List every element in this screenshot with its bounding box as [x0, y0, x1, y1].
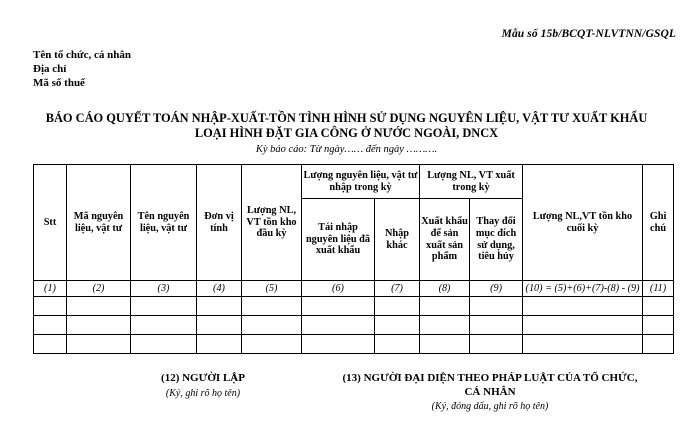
cell-material-name[interactable] — [131, 316, 197, 335]
cell-closing-stock[interactable] — [523, 335, 643, 354]
cell-opening-stock[interactable] — [242, 335, 302, 354]
organization-address-label: Địa chỉ — [33, 63, 67, 76]
cell-other-import[interactable] — [375, 316, 420, 335]
column-number-10-formula: (10) = (5)+(6)+(7)-(8) - (9) — [523, 281, 643, 297]
representative-title: (13) NGƯỜI ĐẠI DIỆN THEO PHÁP LUẬT CỦA TỔ CHỨC, CÁ NHÂN — [342, 372, 638, 398]
column-number-9: (9) — [470, 281, 523, 297]
column-header-stt: Stt — [34, 165, 67, 281]
cell-material-code[interactable] — [67, 297, 131, 316]
column-header-export-for-production: Xuất khẩu để sản xuất sản phẩm — [420, 199, 470, 281]
cell-opening-stock[interactable] — [242, 316, 302, 335]
cell-unit[interactable] — [197, 297, 242, 316]
cell-other-import[interactable] — [375, 297, 420, 316]
cell-reimport[interactable] — [302, 297, 375, 316]
column-header-note: Ghi chú — [643, 165, 674, 281]
cell-export-for-production[interactable] — [420, 335, 470, 354]
cell-note[interactable] — [643, 316, 674, 335]
cell-purpose-change[interactable] — [470, 316, 523, 335]
representative-signature-block — [340, 372, 640, 413]
representative-note: (Ký, đóng dấu, ghi rõ họ tên) — [431, 401, 549, 412]
table-row[interactable] — [34, 335, 674, 354]
column-number-3: (3) — [131, 281, 197, 297]
cell-purpose-change[interactable] — [470, 335, 523, 354]
column-header-material-name: Tên nguyên liệu, vật tư — [131, 165, 197, 281]
column-header-material-code: Mã nguyên liệu, vật tư — [67, 165, 131, 281]
cell-reimport[interactable] — [302, 335, 375, 354]
column-number-5: (5) — [242, 281, 302, 297]
column-number-1: (1) — [34, 281, 67, 297]
table-row[interactable] — [34, 316, 674, 335]
organization-block — [33, 48, 131, 91]
column-header-opening-stock: Lượng NL, VT tồn kho đầu kỳ — [242, 165, 302, 281]
report-period-label: Kỳ báo cáo: Từ ngày…… đến ngày ………. — [255, 144, 438, 155]
document-title-block — [0, 111, 693, 157]
cell-unit[interactable] — [197, 335, 242, 354]
document-title-line-2: LOẠI HÌNH ĐẶT GIA CÔNG Ở NƯỚC NGOÀI, DNCX — [194, 126, 499, 140]
column-number-8: (8) — [420, 281, 470, 297]
document-title-line-1: BÁO CÁO QUYẾT TOÁN NHẬP-XUẤT-TỒN TÌNH HÌNH SỬ DỤNG NGUYÊN LIỆU, VẬT TƯ XUẤT KHẨU — [45, 111, 648, 125]
cell-note[interactable] — [643, 297, 674, 316]
preparer-note: (Ký, ghi rõ họ tên) — [165, 387, 241, 399]
cell-unit[interactable] — [197, 316, 242, 335]
preparer-signature-block — [88, 372, 318, 400]
cell-reimport[interactable] — [302, 316, 375, 335]
column-header-closing-stock: Lượng NL,VT tồn kho cuối kỳ — [523, 165, 643, 281]
cell-note[interactable] — [643, 335, 674, 354]
column-header-unit: Đơn vị tính — [197, 165, 242, 281]
column-header-export-group: Lượng NL, VT xuất trong kỳ — [420, 165, 523, 199]
column-header-purpose-change: Thay đổi mục đích sử dụng, tiêu hủy — [470, 199, 523, 281]
signature-area — [0, 372, 693, 422]
cell-material-name[interactable] — [131, 297, 197, 316]
report-table — [33, 164, 674, 354]
cell-stt[interactable] — [34, 335, 67, 354]
cell-closing-stock[interactable] — [523, 316, 643, 335]
column-header-reimport: Tái nhập nguyên liệu đã xuất khẩu — [302, 199, 375, 281]
column-number-row — [34, 281, 674, 297]
cell-export-for-production[interactable] — [420, 316, 470, 335]
cell-material-code[interactable] — [67, 335, 131, 354]
column-number-2: (2) — [67, 281, 131, 297]
column-number-7: (7) — [375, 281, 420, 297]
column-number-4: (4) — [197, 281, 242, 297]
organization-tax-code-label: Mã số thuế — [33, 77, 85, 90]
column-number-6: (6) — [302, 281, 375, 297]
cell-export-for-production[interactable] — [420, 297, 470, 316]
form-code: Mẫu số 15b/BCQT-NLVTNN/GSQL — [501, 28, 676, 40]
cell-other-import[interactable] — [375, 335, 420, 354]
table-header-row-top — [34, 165, 674, 199]
cell-purpose-change[interactable] — [470, 297, 523, 316]
preparer-title: (12) NGƯỜI LẬP — [161, 372, 245, 384]
organization-name-label: Tên tổ chức, cá nhân — [33, 49, 131, 61]
cell-closing-stock[interactable] — [523, 297, 643, 316]
cell-material-name[interactable] — [131, 335, 197, 354]
column-header-other-import: Nhập khác — [375, 199, 420, 281]
cell-stt[interactable] — [34, 316, 67, 335]
cell-stt[interactable] — [34, 297, 67, 316]
column-header-import-group: Lượng nguyên liệu, vật tư nhập trong kỳ — [302, 165, 420, 199]
column-number-11: (11) — [643, 281, 674, 297]
cell-material-code[interactable] — [67, 316, 131, 335]
cell-opening-stock[interactable] — [242, 297, 302, 316]
table-row[interactable] — [34, 297, 674, 316]
